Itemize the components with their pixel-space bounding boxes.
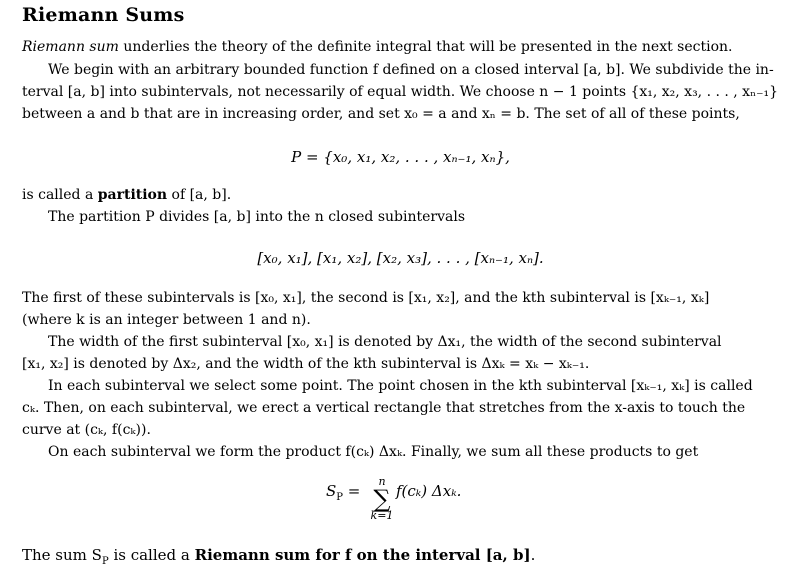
- bold-term: partition: [97, 187, 168, 203]
- sum-lhs: [326, 482, 360, 503]
- subintervals-equation: [x₀, x₁], [x₁, x₂], [x₂, x₃], . . . , [xₙ₋₁, xₙ].: [257, 249, 544, 267]
- paragraph-line: In each subinterval we select some point. The point chosen in the kth subinterval [xₖ₋₁, xₖ] is called: [48, 378, 753, 394]
- sum-lhs-subscript: P: [336, 492, 344, 503]
- equals-sign: =: [343, 482, 361, 500]
- paragraph-line: The first of these subintervals is [x₀, x₁], the second is [x₁, x₂], and the kth subinterval is [xₖ₋₁, xₖ]: [22, 290, 710, 306]
- paragraph-line: (where k is an integer between 1 and n).: [22, 312, 311, 328]
- paragraph-line: [x₁, x₂] is denoted by Δx₂, and the width of the kth subinterval is Δxₖ = xₖ − xₖ₋₁.: [22, 356, 590, 372]
- paragraph-line: terval [a, b] into subintervals, not necessarily of equal width. We choose n − 1 points {x₁, x₂, x₃, . . . , xₙ₋₁}: [22, 84, 779, 100]
- sum-upper-limit: n: [378, 475, 386, 488]
- paragraph-line: curve at (cₖ, f(cₖ)).: [22, 422, 151, 438]
- sum-lower-limit: k=1: [370, 509, 394, 522]
- section-title: Riemann Sums: [22, 4, 185, 26]
- sigma-symbol: ∑: [373, 485, 391, 513]
- riemann-sum-equation: [0, 476, 801, 536]
- paragraph-line: The width of the first subinterval [x₀, x₁] is denoted by Δx₁, the width of the second subinterval: [48, 334, 722, 350]
- text-span: of [a, b].: [167, 187, 232, 203]
- text-span: .: [530, 546, 536, 564]
- bold-term: Riemann sum for f on the interval [a, b]: [194, 546, 531, 564]
- text-span: The sum S: [22, 546, 102, 564]
- paragraph-line: We begin with an arbitrary bounded function f defined on a closed interval [a, b]. We subdivide the in-: [48, 62, 774, 78]
- sum-rhs: f(cₖ) Δxₖ.: [396, 482, 462, 500]
- text-span: is called a: [22, 187, 98, 203]
- text-span: is called a: [108, 546, 195, 564]
- final-line: [22, 546, 782, 571]
- partition-equation: P = {x₀, x₁, x₂, . . . , xₙ₋₁, xₙ},: [291, 148, 510, 166]
- italic-term: Riemann sum: [22, 39, 119, 55]
- partition-definition-line: [22, 186, 782, 204]
- subscript: P: [101, 556, 109, 567]
- intro-line: [22, 38, 782, 56]
- summation: [368, 476, 396, 522]
- paragraph-line: The partition P divides [a, b] into the n closed subintervals: [48, 209, 466, 225]
- paragraph-line: On each subinterval we form the product f(cₖ) Δxₖ. Finally, we sum all these products to get: [48, 444, 699, 460]
- intro-text: underlies the theory of the definite integral that will be presented in the next section.: [118, 39, 733, 55]
- paragraph-line: cₖ. Then, on each subinterval, we erect a vertical rectangle that stretches from the x-axis to touch the: [22, 400, 746, 416]
- paragraph-line: between a and b that are in increasing order, and set x₀ = a and xₙ = b. The set of all of these points,: [22, 106, 740, 122]
- sum-lhs-symbol: S: [326, 482, 337, 500]
